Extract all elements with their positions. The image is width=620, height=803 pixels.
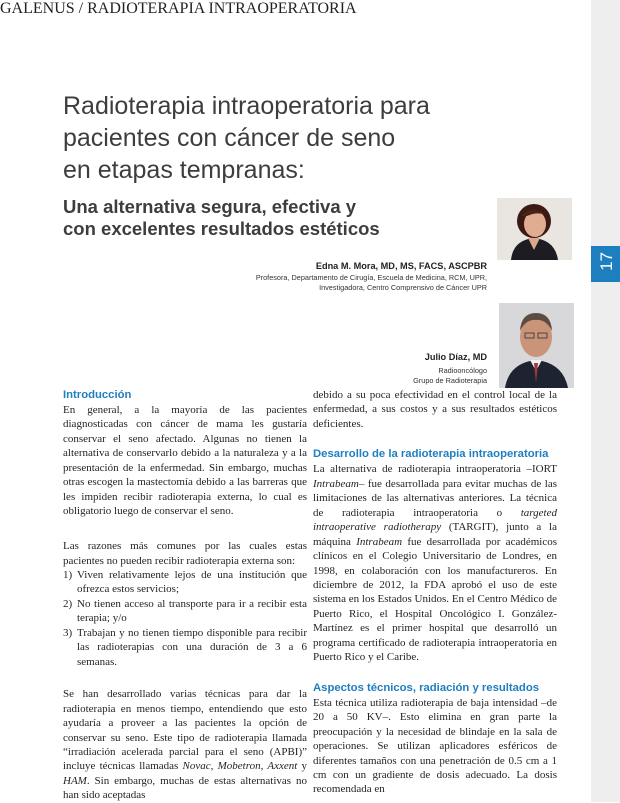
list-item: [63, 626, 307, 669]
text-run: – fue desarrollada para evitar muchas de las limitaciones de las alternativas anteriores. La técnica de radioterapia intraoperatoria o: [313, 477, 557, 519]
list-number: 2): [63, 597, 73, 610]
text-run: . Sin embargo, muchas de estas alternativas no han sido aceptadas: [63, 774, 307, 802]
article-title: [63, 90, 583, 186]
reasons-list: [63, 568, 307, 669]
list-text: Viven relativamente lejos de una institución que ofrezca estos servicios;: [77, 569, 307, 596]
column-right: [313, 388, 557, 797]
subtitle-line: con excelentes resultados estéticos: [63, 218, 380, 239]
page-number: 17: [597, 252, 616, 271]
text-run-italic: Intrabeam: [313, 477, 359, 490]
running-title: GALENUS / RADIOTERAPIA INTRAOPERATORIA: [0, 0, 357, 17]
paragraph: [63, 687, 307, 803]
title-line: en etapas tempranas:: [63, 156, 305, 184]
paragraph: Las razones más comunes por las cuales estas pacientes no pueden recibir radioterapia externa son:: [63, 540, 307, 567]
section-heading-introduccion: Introducción: [63, 389, 132, 401]
text-run: La alternativa de radioterapia intraoperatoria –IORT: [313, 463, 557, 476]
text-run: Se han desarrollado varias técnicas para dar la radioterapia en menos tiempo, entendiendo que esto ayudaría a proveer a las pacientes la opción de conservar su seno. Este tipo de radioterapia llamada “irradiación acelerada parcial para el seno (APBI)” incluye técnicas llamadas: [63, 688, 307, 773]
text-run-italic: targeted intraoperative radiotherapy: [313, 506, 557, 534]
list-number: 3): [63, 626, 73, 639]
affiliation-line: Investigadora, Centro Comprensivo de Cáncer UPR: [319, 283, 487, 292]
list-item: [63, 597, 307, 626]
section-heading-desarrollo: Desarrollo de la radioterapia intraoperatoria: [313, 448, 549, 461]
author-affiliation: [200, 273, 487, 293]
article-subtitle: [63, 196, 503, 240]
author-block-diaz: [330, 352, 487, 386]
page-number-box: [591, 246, 620, 282]
list-text: No tienen acceso al transporte para ir a recibir esta terapia; y/o: [77, 597, 307, 625]
list-number: 1): [63, 569, 73, 582]
affiliation-line: Grupo de Radioterapia: [413, 376, 487, 385]
paragraph: Esta técnica utiliza radioterapia de baja intensidad –de 20 a 50 KV–. Esto elimina en gran parte la preocupación y la necesidad de blindaje en la sala de operaciones. Se utilizan aplicadores esféricos de diferentes tamaños con una penetración de 0.5 cm a 1 cm con un gradiente de dosis adecuado. La dosis recomendada en: [313, 696, 557, 796]
affiliation-line: Radiooncólogo: [438, 366, 487, 375]
paragraph: En general, a la mayoría de las pacientes diagnosticadas con cáncer de mama les gustaría conservar el seno afectado. Algunas no tienen la alternativa de conservarlo debido a la naturaleza y a la presentación de la enfermedad. Sin embargo, muchas otras escogen la mastectomía debido a las barreras que les impiden recibir radioterapia externa, lo cual es obligatorio luego de conservar el seno.: [63, 404, 307, 518]
author-name: Edna M. Mora, MD, MS, FACS, ASCPBR: [315, 261, 487, 271]
title-line: pacientes con cáncer de seno: [63, 124, 396, 152]
text-run-italic: Intrabeam: [356, 535, 403, 548]
paragraph: [313, 462, 557, 664]
paragraph: debido a su poca efectividad en el control local de la enfermedad, a sus costos y a sus resultados estéticos deficientes.: [313, 389, 557, 430]
title-line: Radioterapia intraoperatoria para: [63, 92, 430, 120]
side-tab: [591, 0, 620, 802]
column-left: [63, 388, 307, 803]
author-name: Julio Díaz, MD: [424, 352, 487, 362]
list-item: [63, 568, 307, 597]
author-block-mora: [200, 261, 487, 293]
affiliation-line: Profesora, Departamento de Cirugía, Escuela de Medicina, RCM, UPR,: [255, 273, 487, 282]
text-run: y: [297, 760, 307, 773]
author-affiliation: [330, 366, 487, 386]
author-photo-mora: [497, 198, 572, 260]
list-text: Trabajan y no tienen tiempo disponible para recibir las radioterapias con una duración de 3 a 6 semanas.: [77, 626, 307, 668]
text-run-italic: HAM: [63, 774, 87, 787]
text-run: (TARGIT), junto a la máquina: [313, 521, 557, 548]
section-heading-aspectos: Aspectos técnicos, radiación y resultados: [313, 681, 540, 694]
author-photo-diaz: [499, 303, 574, 388]
text-run-italic: Novac, Mobetron, Axxent: [182, 760, 298, 773]
subtitle-line: Una alternativa segura, efectiva y: [63, 196, 357, 217]
text-run: fue desarrollada por académicos clínicos en el Colegio Universitario de Londres, en 1998, en colaboración con los manufactureros. En diciembre de 2012, la FDA aprobó el uso de este sistema en los Estados Unidos. En el Centro Médico de Puerto Rico, el Hospital Oncológico I. González-Martínez es el primer hospital que desarrolló un programa certificado de radioterapia intraoperatoria en Puerto Rico y el Caribe.: [313, 535, 557, 664]
